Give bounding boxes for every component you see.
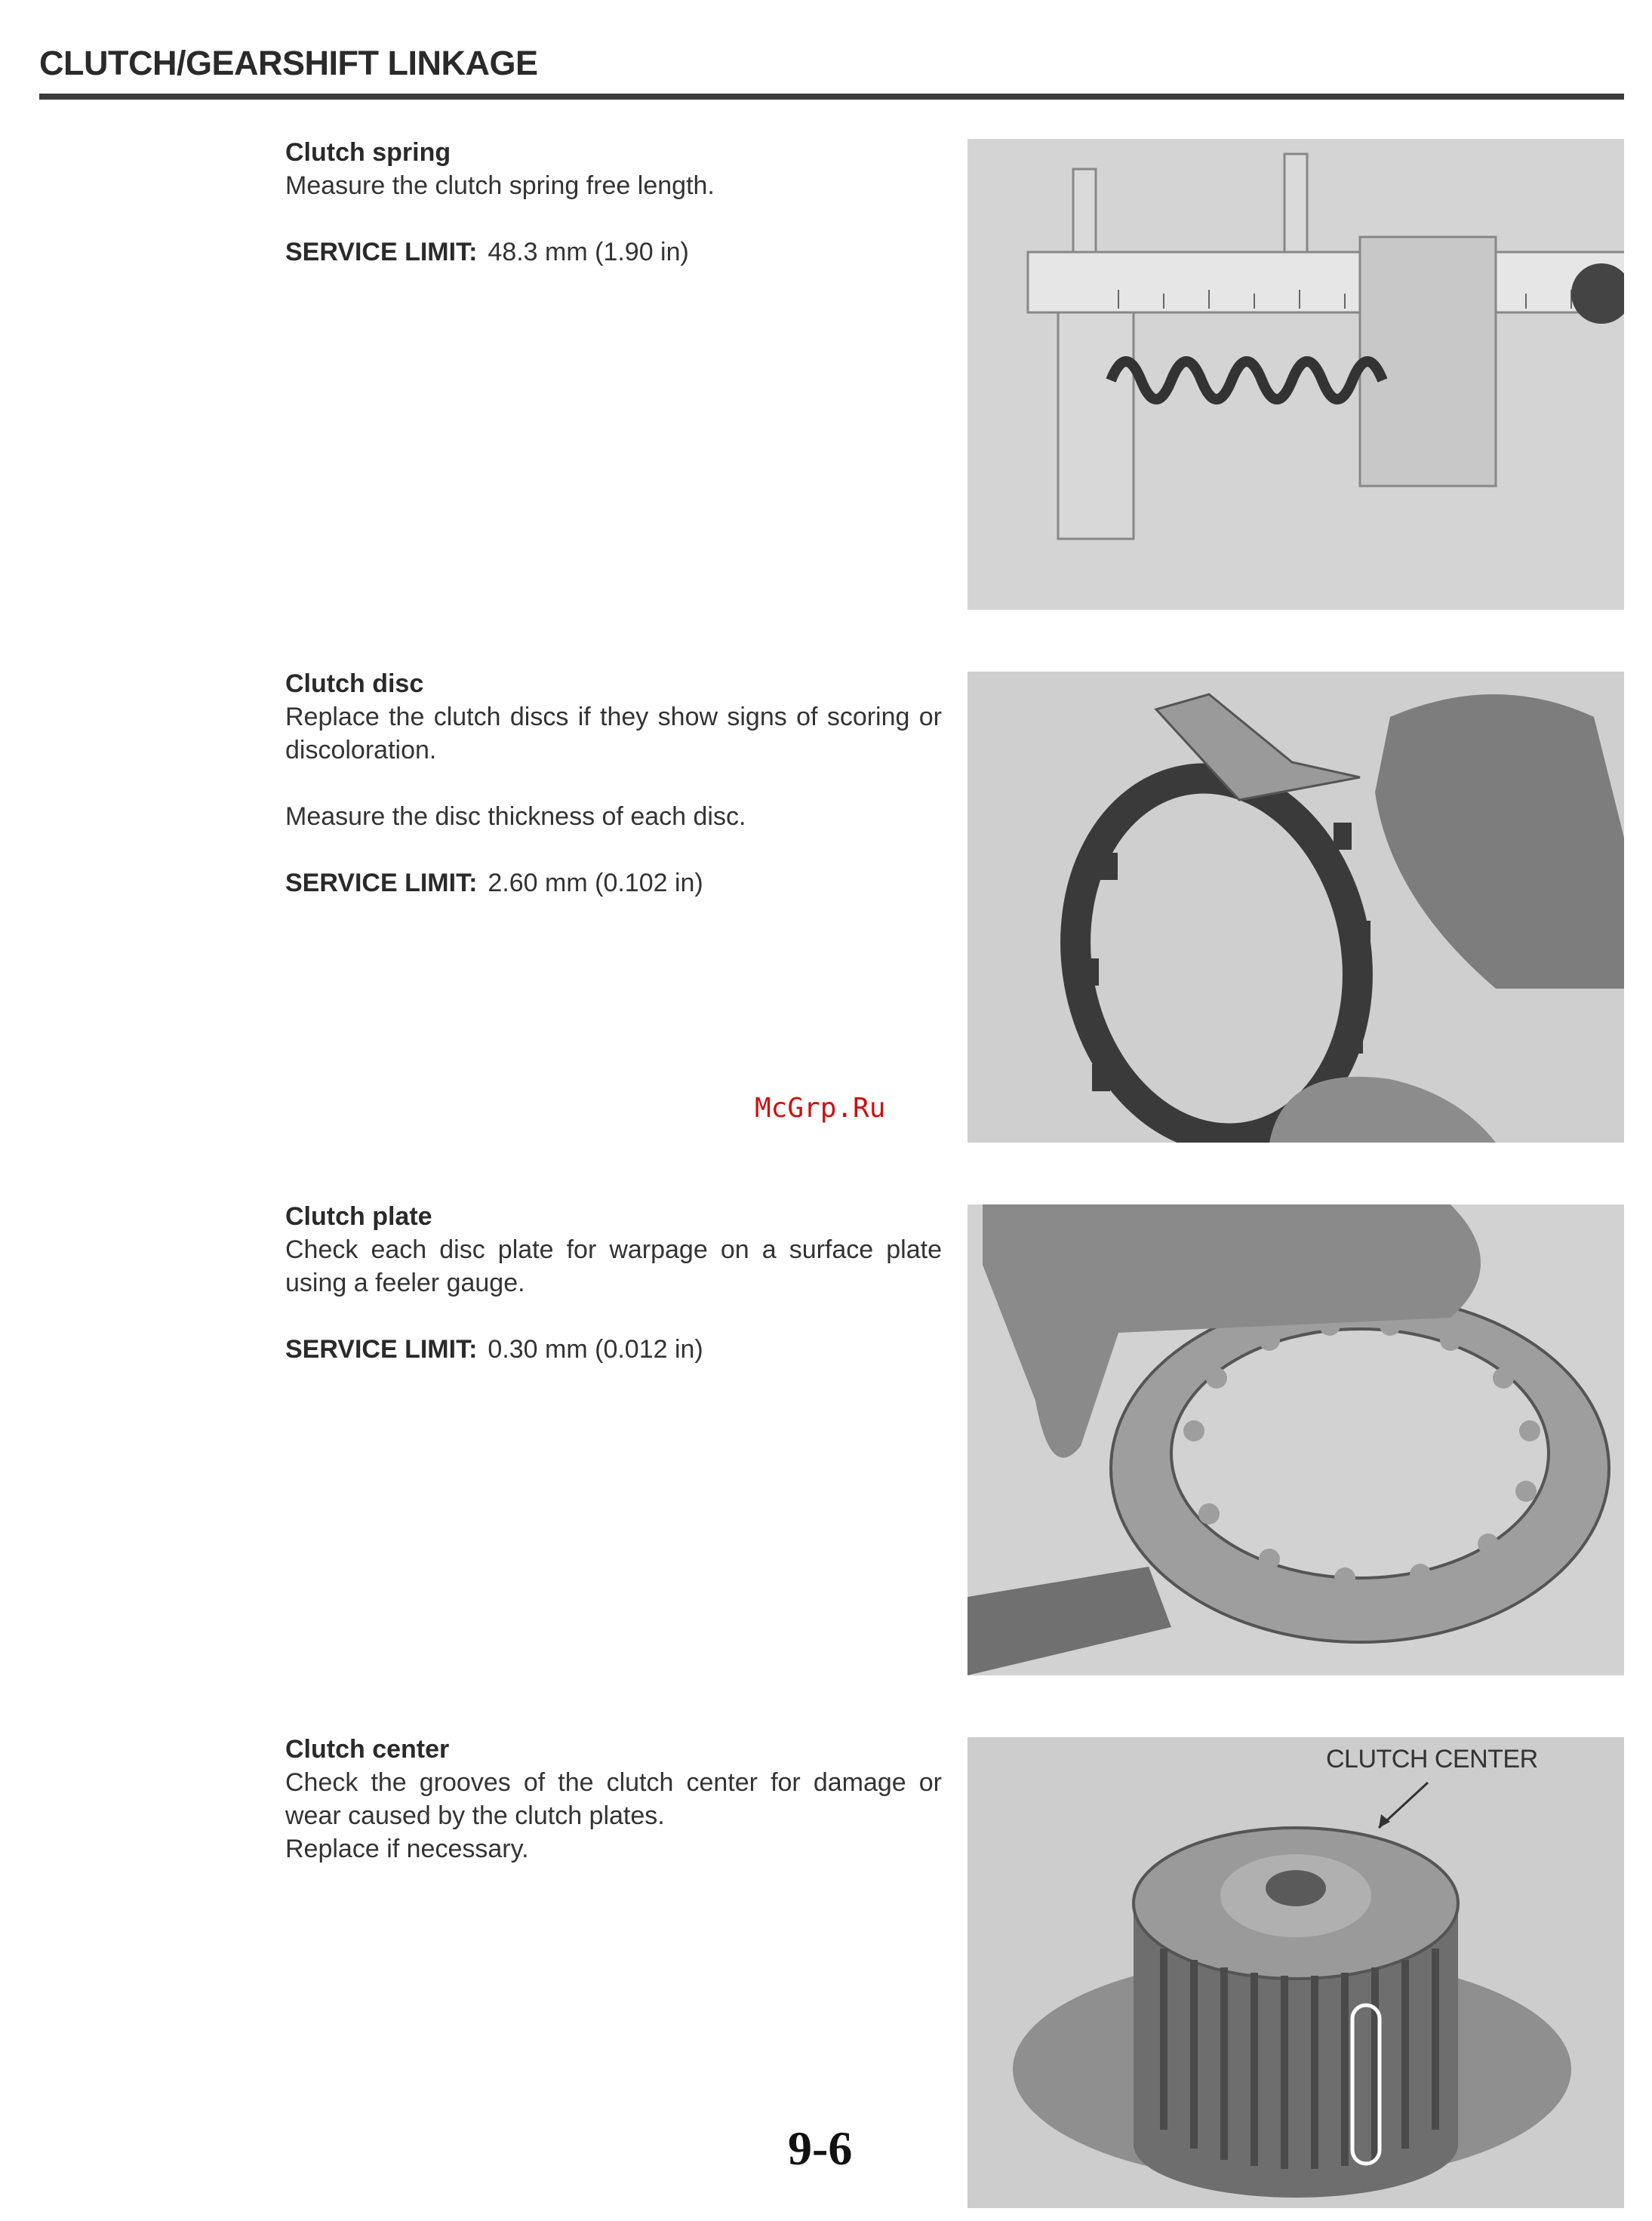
section-text: Replace if necessary. xyxy=(285,1835,529,1863)
clutch-center-photo xyxy=(968,1737,1624,2208)
section-title: Clutch disc xyxy=(285,669,424,698)
service-limit-value: 0.30 mm (0.012 in) xyxy=(488,1335,703,1364)
section-clutch-center xyxy=(285,1733,942,1866)
service-limit-value: 2.60 mm (0.102 in) xyxy=(488,869,703,897)
service-limit xyxy=(285,235,942,269)
section-clutch-spring xyxy=(285,136,942,269)
section-title: Clutch spring xyxy=(285,138,451,167)
clutch-plate-photo xyxy=(968,1204,1624,1675)
section-text: Replace the clutch discs if they show signs of scoring or discoloration. xyxy=(285,703,942,764)
service-limit-label: SERVICE LIMIT: xyxy=(285,1335,478,1364)
section-text: Check each disc plate for warpage on a surface plate using a feeler gauge. xyxy=(285,1235,942,1297)
page-title: CLUTCH/GEARSHIFT LINKAGE xyxy=(39,44,538,82)
section-text: Check the grooves of the clutch center for damage or wear caused by the clutch plates. xyxy=(285,1768,942,1830)
service-limit xyxy=(285,866,942,900)
section-title: Clutch center xyxy=(285,1735,450,1764)
caliper-spring-icon xyxy=(968,139,1624,610)
clutch-plate-icon xyxy=(968,1204,1624,1675)
service-limit-label: SERVICE LIMIT: xyxy=(285,869,478,897)
service-limit xyxy=(285,1333,942,1366)
caliper-spring-photo xyxy=(968,139,1624,610)
watermark: McGrp.Ru xyxy=(755,1093,886,1124)
section-title: Clutch plate xyxy=(285,1202,432,1231)
service-limit-value: 48.3 mm (1.90 in) xyxy=(488,238,689,266)
section-text: Measure the clutch spring free length. xyxy=(285,171,715,200)
section-clutch-disc xyxy=(285,667,942,900)
section-clutch-plate xyxy=(285,1200,942,1366)
clutch-disc-icon xyxy=(968,672,1624,1143)
clutch-center-icon xyxy=(968,1737,1624,2208)
section-text: Measure the disc thickness of each disc. xyxy=(285,802,746,831)
page-number: 9-6 xyxy=(788,2121,853,2175)
clutch-disc-photo xyxy=(968,672,1624,1143)
header-divider xyxy=(39,94,1624,100)
service-limit-label: SERVICE LIMIT: xyxy=(285,238,478,266)
clutch-center-label: CLUTCH CENTER xyxy=(1326,1745,1538,1773)
